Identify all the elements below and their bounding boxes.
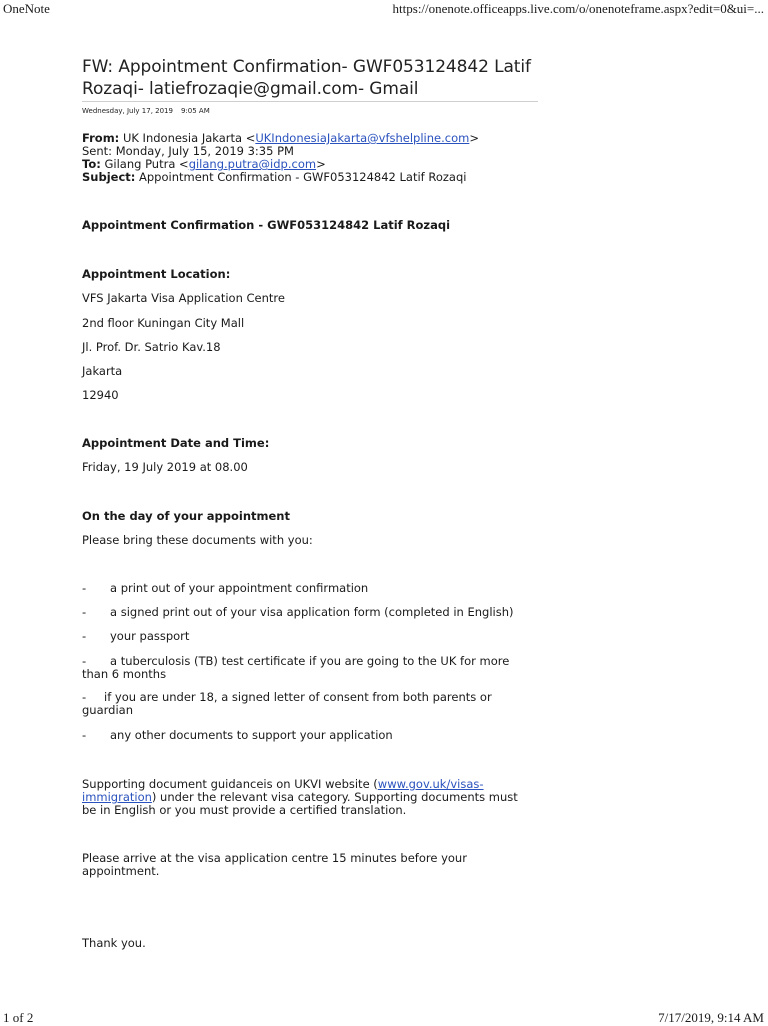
bullet-dash: - <box>82 690 87 704</box>
to-close: > <box>316 157 326 171</box>
note-datetime <box>82 107 210 115</box>
from-email-link[interactable]: UKIndonesiaJakarta@vfshelpline.com <box>255 131 470 145</box>
bring-intro: Please bring these documents with you: <box>82 533 313 547</box>
confirmation-heading <box>82 219 450 232</box>
location-line: 2nd floor Kuningan City Mall <box>82 316 245 330</box>
to-email-link[interactable]: gilang.putra@idp.com <box>188 157 317 171</box>
ukvi-link-cont[interactable]: immigration <box>82 790 152 804</box>
document-text: if you are under 18, a signed letter of consent from both parents or <box>104 690 492 704</box>
arrive-line-1: Please arrive at the visa application centre 15 minutes before your <box>82 851 467 865</box>
subject-label: Subject: <box>82 170 136 184</box>
print-header-url: https://onenote.officeapps.live.com/o/onenoteframe.aspx?edit=0&ui=... <box>392 1 764 16</box>
print-footer-page: 1 of 2 <box>3 1010 34 1025</box>
note-title: FW: Appointment Confirmation- GWF053124842 Latif Rozaqi- latiefrozaqie@gmail.com- Gmail <box>82 57 531 99</box>
datetime-label <box>82 437 269 450</box>
from-name: UK Indonesia Jakarta < <box>122 131 256 145</box>
print-header-app: OneNote <box>3 1 50 16</box>
document-text: any other documents to support your application <box>110 728 393 742</box>
document-item <box>82 606 514 619</box>
print-footer-timestamp: 7/17/2019, 9:14 AM <box>658 1010 764 1025</box>
bullet-dash: - <box>82 654 87 668</box>
from-label: From: <box>82 131 120 145</box>
thanks: Thank you. <box>82 936 146 950</box>
location-line: 12940 <box>82 388 119 402</box>
document-item <box>82 691 492 704</box>
arrive-line-2: appointment. <box>82 864 160 878</box>
note-date: Wednesday, July 17, 2019 <box>82 107 173 115</box>
document-item-cont: than 6 months <box>82 667 167 681</box>
document-text: a signed print out of your visa application form (completed in English) <box>110 605 514 619</box>
from-close: > <box>469 131 479 145</box>
day-label-text: On the day of your appointment <box>82 509 290 523</box>
location-label-text: Appointment Location: <box>82 267 231 281</box>
bullet-dash: - <box>82 605 87 619</box>
datetime-label-text: Appointment Date and Time: <box>82 436 270 450</box>
appointment-datetime: Friday, 19 July 2019 at 08.00 <box>82 460 248 474</box>
guidance-line-3: be in English or you must provide a certified translation. <box>82 803 407 817</box>
bullet-dash: - <box>82 581 87 595</box>
guidance-post: ) under the relevant visa category. Supporting documents must <box>151 790 518 804</box>
document-item <box>82 582 368 595</box>
document-text: your passport <box>110 629 190 643</box>
location-line: Jl. Prof. Dr. Satrio Kav.18 <box>82 340 221 354</box>
document-item <box>82 729 393 742</box>
to-name: Gilang Putra < <box>104 157 189 171</box>
title-divider <box>82 101 538 102</box>
bullet-dash: - <box>82 629 87 643</box>
document-item-cont: guardian <box>82 703 133 717</box>
note-time: 9:05 AM <box>180 107 210 115</box>
document-item <box>82 630 189 643</box>
guidance-pre: Supporting document guidanceis on UKVI website ( <box>82 777 378 791</box>
email-subject <box>82 171 466 184</box>
location-line: Jakarta <box>82 364 123 378</box>
location-label <box>82 268 230 281</box>
location-line: VFS Jakarta Visa Application Centre <box>82 291 285 305</box>
to-label: To: <box>82 157 101 171</box>
email-sent: Sent: Monday, July 15, 2019 3:35 PM <box>82 144 294 158</box>
document-text: a tuberculosis (TB) test certificate if you are going to the UK for more <box>110 654 510 668</box>
subject-value: Appointment Confirmation - GWF053124842 Latif Rozaqi <box>139 170 467 184</box>
day-label <box>82 510 290 523</box>
ukvi-link[interactable]: www.gov.uk/visas- <box>377 777 484 791</box>
document-text: a print out of your appointment confirmation <box>110 581 369 595</box>
confirmation-heading-text: Appointment Confirmation - GWF053124842 Latif Rozaqi <box>82 218 451 232</box>
bullet-dash: - <box>82 728 87 742</box>
